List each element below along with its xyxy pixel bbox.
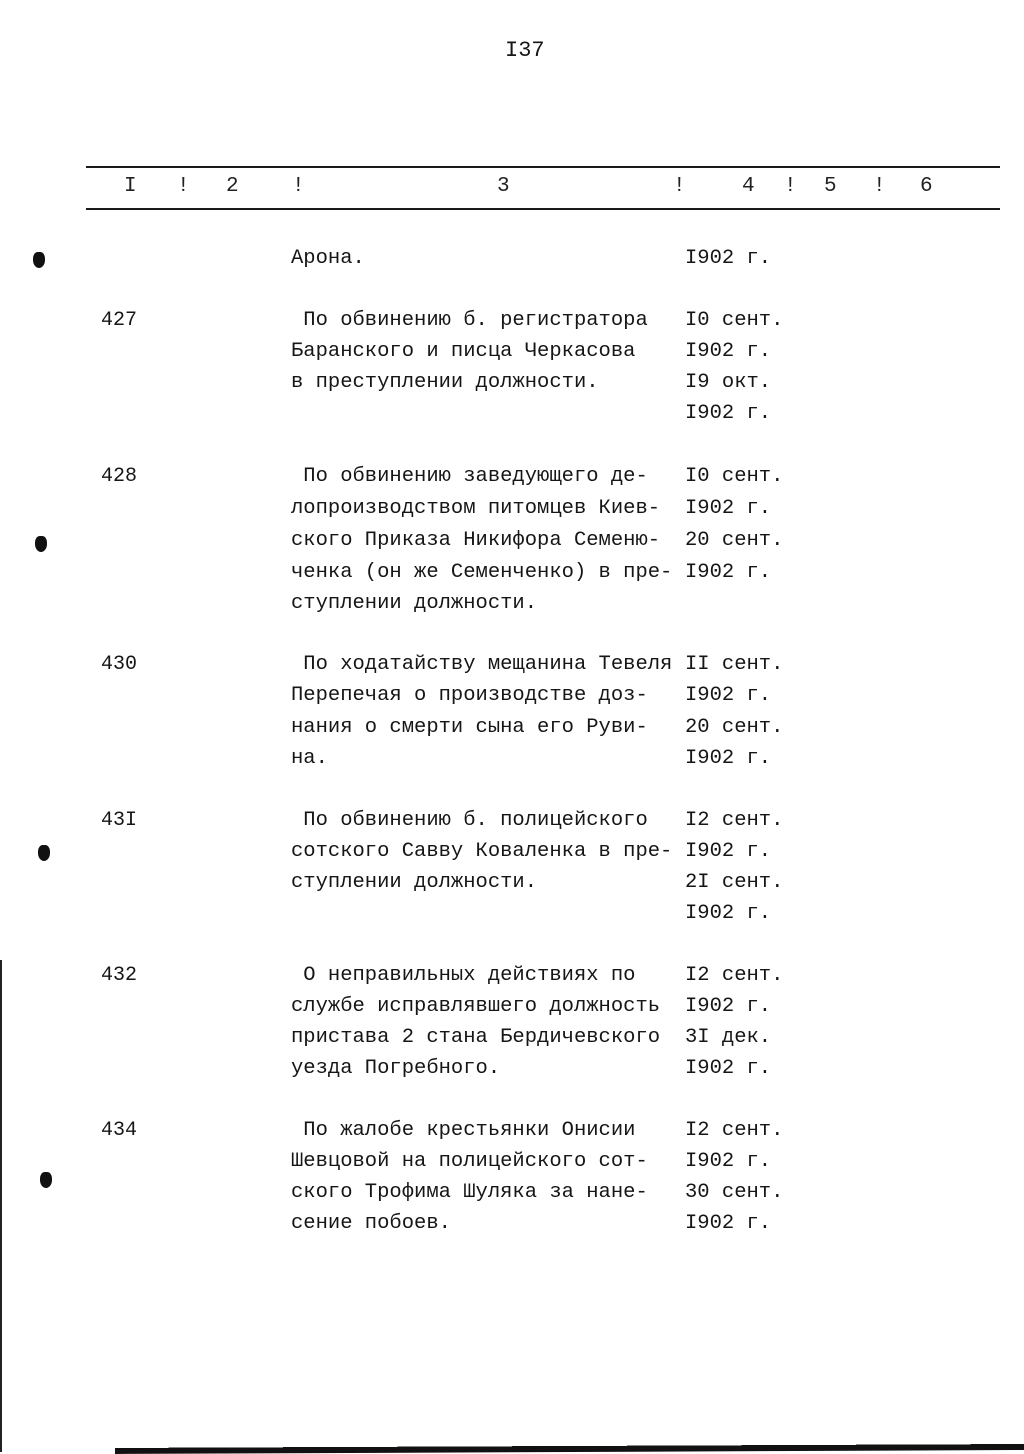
entry-date-line: I0 сент. [685,309,784,332]
column-header-4: 4 [742,175,755,198]
column-separator: ! [873,175,886,198]
entry-date-line: I902 г. [685,747,772,770]
column-header-3: 3 [497,175,510,198]
entry-description-line: на. [291,747,328,770]
entry-description-line: О неправильных действиях по [291,964,636,987]
entry-date-line: I2 сент. [685,964,784,987]
entry-date-line: I2 сент. [685,1119,784,1142]
entry-number: 427 [101,309,138,332]
entry-description-line: Перепечая о производстве доз- [291,684,648,707]
entry-date-line: I902 г. [685,402,772,425]
entry-number: 434 [101,1119,138,1142]
column-header-1: I [124,175,137,198]
entry-number: 43I [101,809,138,832]
entry-description-line: Шевцовой на полицейского сот- [291,1150,648,1173]
entry-description-line: ступлении должности. [291,871,538,894]
entry-date-line: I2 сент. [685,809,784,832]
entry-description-line: службе исправлявшего должность [291,995,661,1018]
column-header-6: 6 [920,175,933,198]
entry-description-line: пристава 2 стана Бердичевского [291,1026,661,1049]
entry-description-line: ского Трофима Шуляка за нане- [291,1181,648,1204]
entry-description-line: ченка (он же Семенченко) в пре- [291,561,673,584]
entry-date-line: II сент. [685,653,784,676]
table-header-bottom-rule [86,208,1000,210]
table-header-top-rule [86,166,1000,168]
column-separator: ! [673,175,686,198]
entry-date-line: I902 г. [685,840,772,863]
entry-date-line: I902 г. [685,902,772,925]
entry-date-line: I902 г. [685,1150,772,1173]
entry-description-line: лопроизводством питомцев Киев- [291,497,661,520]
column-separator: ! [784,175,797,198]
entry-description-line: По обвинению заведующего де- [291,465,648,488]
punch-hole-icon [33,252,45,268]
entry-description-line: в преступлении должности. [291,371,599,394]
column-separator: ! [292,175,305,198]
entry-description-line: По жалобе крестьянки Онисии [291,1119,636,1142]
entry-number: 430 [101,653,138,676]
entry-date-line: 3I дек. [685,1026,772,1049]
column-separator: ! [177,175,190,198]
entry-date-line: 20 сент. [685,529,784,552]
column-header-5: 5 [824,175,837,198]
scan-left-edge [0,960,2,1452]
punch-hole-icon [38,845,50,861]
entry-date-line: I902 г. [685,340,772,363]
entry-description-line: уезда Погребного. [291,1057,501,1080]
entry-description-line: ступлении должности. [291,592,538,615]
entry-number: 432 [101,964,138,987]
entry-description-line: ского Приказа Никифора Семеню- [291,529,661,552]
entry-date-line: I9 окт. [685,371,772,394]
entry-number: 428 [101,465,138,488]
entry-description-line: сотского Савву Коваленка в пре- [291,840,673,863]
entry-description-line: нания о смерти сына его Руви- [291,716,648,739]
entry-description-line: сение побоев. [291,1212,451,1235]
entry-description-line: Арона. [291,247,365,270]
entry-date-line: 20 сент. [685,716,784,739]
entry-description-line: Баранского и писца Черкасова [291,340,636,363]
entry-description-line: По обвинению б. полицейского [291,809,648,832]
scan-bottom-edge [115,1441,1024,1454]
punch-hole-icon [35,536,47,552]
entry-date-line: I902 г. [685,1212,772,1235]
punch-hole-icon [40,1172,52,1188]
page-number: I37 [505,38,545,63]
entry-date-line: 2I сент. [685,871,784,894]
entry-date-line: I902 г. [685,247,772,270]
entry-date-line: I902 г. [685,995,772,1018]
entry-description-line: По ходатайству мещанина Тевеля [291,653,673,676]
entry-date-line: I902 г. [685,561,772,584]
entry-date-line: I0 сент. [685,465,784,488]
entry-date-line: I902 г. [685,497,772,520]
column-header-2: 2 [226,175,239,198]
entry-date-line: I902 г. [685,684,772,707]
entry-description-line: По обвинению б. регистратора [291,309,648,332]
entry-date-line: I902 г. [685,1057,772,1080]
entry-date-line: 30 сент. [685,1181,784,1204]
